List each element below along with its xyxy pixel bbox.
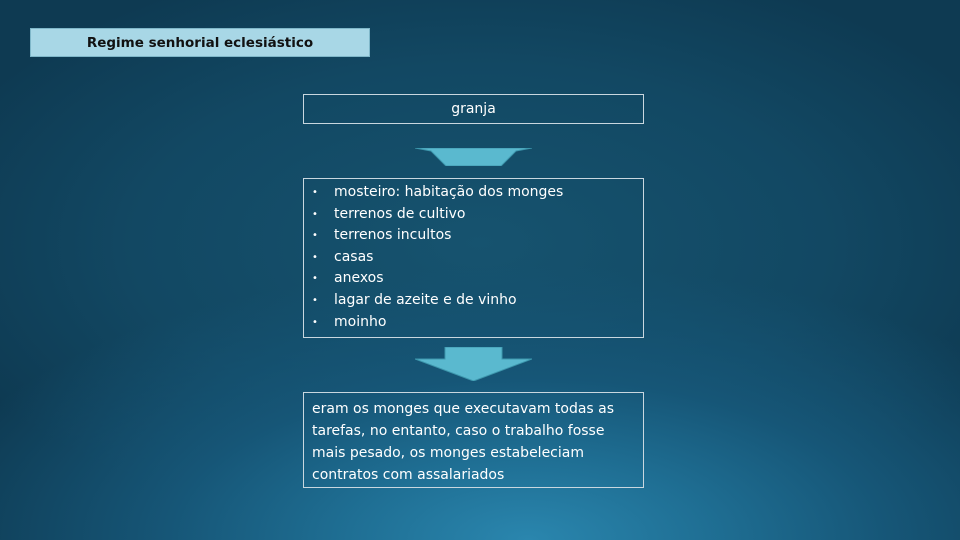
bullet-icon: •	[312, 187, 318, 198]
list-item-label: terrenos de cultivo	[334, 205, 466, 222]
list-item-label: casas	[334, 248, 374, 265]
bullet-icon: •	[312, 230, 318, 242]
bullet-icon: •	[312, 208, 318, 220]
list-item-label: mosteiro: habitação dos monges	[334, 184, 564, 200]
granja-box	[303, 94, 644, 124]
list-item-label: terrenos incultos	[334, 227, 452, 244]
slide-title-box	[30, 28, 370, 57]
bullet-icon: •	[312, 251, 318, 263]
list-item	[312, 247, 643, 269]
granja-components-list	[303, 178, 644, 338]
bullet-icon: •	[312, 294, 318, 306]
list-item-label: moinho	[334, 313, 387, 330]
down-arrow-icon-1	[415, 148, 532, 166]
slide-title: Regime senhorial eclesiástico	[86, 34, 314, 51]
list-item	[312, 268, 643, 290]
granja-label: granja	[451, 101, 496, 117]
description-text: eram os monges que executavam todas as tarefas, no entanto, caso o trabalho fosse mais pesado, os monges estabeleciam contratos com assalariados	[312, 401, 615, 483]
list-item	[312, 182, 643, 204]
description-box	[303, 392, 644, 488]
bullet-icon: •	[312, 273, 318, 285]
list-item-label: anexos	[334, 270, 384, 287]
list-item-label: lagar de azeite e de vinho	[334, 291, 517, 308]
down-arrow-icon-2	[415, 347, 532, 381]
list-item	[312, 290, 643, 312]
bullet-icon: •	[312, 316, 318, 328]
list-item	[312, 225, 643, 247]
list-item	[312, 312, 643, 334]
list-item	[312, 204, 643, 226]
